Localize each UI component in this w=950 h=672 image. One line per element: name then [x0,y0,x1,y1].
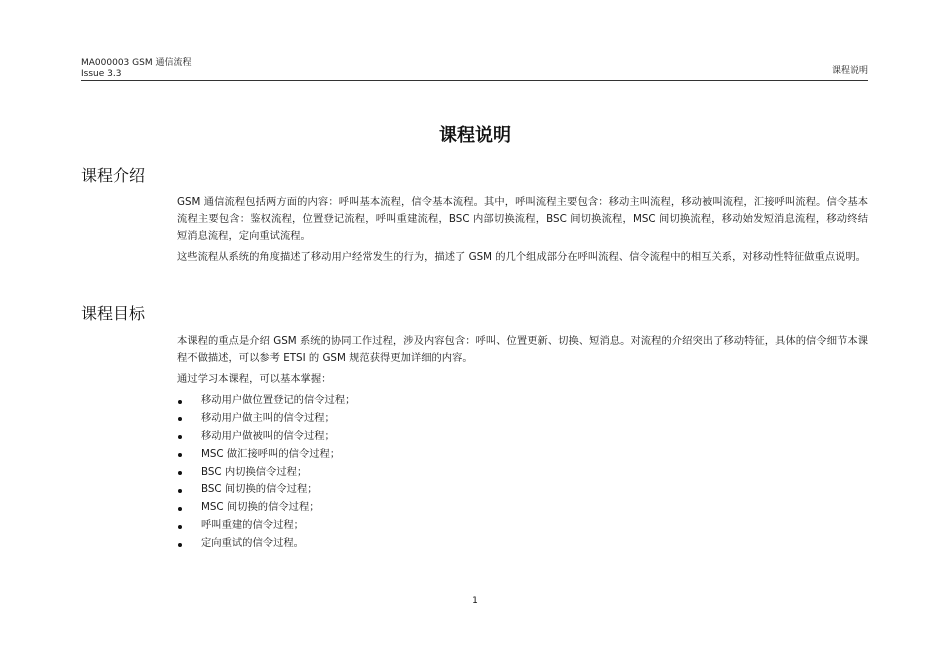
paragraph: 本课程的重点是介绍 GSM 系统的协同工作过程，涉及内容包含：呼叫、位置更新、切换、短消息。对流程的介绍突出了移动特征，具体的信令细节本课程不做描述，可以参考 ETSI 的 GSM 规范获得更加详细的内容。 [177,335,868,364]
page-number: 1 [472,596,478,606]
section-body-intro [177,194,868,270]
running-header-right: 课程说明 [831,66,868,76]
section-body-objectives [177,333,868,553]
bullet-icon [178,507,182,511]
paragraph: 这些流程从系统的角度描述了移动用户经常发生的行为，描述了 GSM 的几个组成部分在呼叫流程、信令流程中的相互关系，对移动性特征做重点说明。 [177,251,866,263]
header-divider [81,80,868,81]
list-item: 呼叫重建的信令过程； [177,517,868,535]
objectives-list [177,392,868,553]
running-header-left [81,58,191,80]
bullet-icon [178,489,182,493]
section-heading-intro: 课程介绍 [81,166,146,185]
paragraph: GSM 通信流程包括两方面的内容：呼叫基本流程，信令基本流程。其中，呼叫流程主要包含：移动主叫流程，移动被叫流程，汇接呼叫流程。信令基本流程主要包含：鉴权流程，位置登记流程，呼叫重建流程，BSC 内部切换流程，BSC 间切换流程，MSC 间切换流程，移动始发短消息流程，移动终结短消息流程，定向重试流程。 [177,196,868,242]
section-heading-objectives: 课程目标 [81,304,146,323]
bullet-icon [178,417,182,421]
paragraph: 通过学习本课程，可以基本掌握： [177,373,332,385]
list-item: BSC 间切换的信令过程； [177,481,868,499]
list-item: MSC 做汇接呼叫的信令过程； [177,446,868,464]
bullet-icon [178,543,182,547]
list-item: 移动用户做被叫的信令过程； [177,428,868,446]
bullet-icon [178,453,182,457]
bullet-icon [178,525,182,529]
header-document-id: MA000003 GSM 通信流程 [81,58,192,68]
page-title: 课程说明 [439,125,511,146]
bullet-icon [178,400,182,404]
list-item: 定向重试的信令过程。 [177,535,868,553]
list-item: BSC 内切换信令过程； [177,464,868,482]
header-issue: Issue 3.3 [81,69,122,79]
bullet-icon [178,435,182,439]
list-item: 移动用户做位置登记的信令过程； [177,392,868,410]
list-item: MSC 间切换的信令过程； [177,499,868,517]
bullet-icon [178,471,182,475]
list-item: 移动用户做主叫的信令过程； [177,410,868,428]
